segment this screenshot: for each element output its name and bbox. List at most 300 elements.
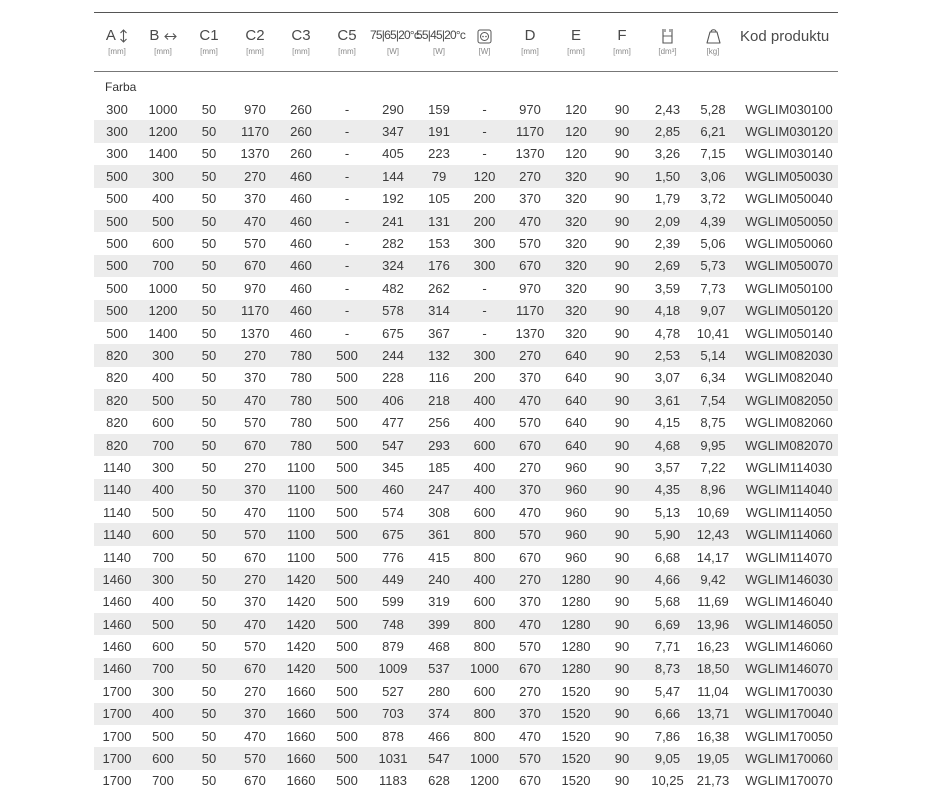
cell-c2: 1170 (232, 300, 278, 322)
header-unit: [W] (433, 47, 445, 56)
cell-b: 300 (152, 683, 174, 699)
cell-weight: 7,54 (690, 389, 736, 411)
cell-b: 400 (152, 370, 174, 386)
cell-b: 700 (140, 255, 186, 277)
header-c5: C5 [mm] (324, 13, 370, 71)
cell-c5: 500 (324, 658, 370, 680)
cell-power-75-65-20: 879 (382, 639, 404, 655)
cell-c1: 50 (201, 773, 217, 789)
cell-e: 320 (553, 255, 599, 277)
header-electric-power (462, 13, 507, 71)
cell-a: 1460 (102, 639, 132, 655)
cell-f: 90 (599, 523, 645, 545)
cell-electric-power: 300 (462, 255, 507, 277)
cell-c1: 50 (186, 479, 232, 501)
cell-c2: 370 (232, 479, 278, 501)
header-c1: C1 [mm] (186, 13, 232, 71)
cell-c2: 370 (244, 594, 266, 610)
header-unit: [W] (478, 47, 491, 56)
cell-f: 90 (614, 101, 630, 117)
table-row (94, 98, 838, 120)
cell-f: 90 (599, 703, 645, 725)
group-row (94, 75, 838, 98)
cell-product-code: WGLIM114060 (736, 523, 838, 545)
cell-c5: 500 (336, 549, 358, 565)
header-c2: C2 [mm] (232, 13, 278, 71)
cell-c5: - (344, 191, 350, 207)
cell-weight: 8,75 (700, 415, 726, 431)
cell-e: 120 (565, 146, 587, 162)
cell-a: 1140 (103, 549, 131, 565)
cell-c3: 1420 (286, 639, 316, 655)
cell-a: 500 (106, 280, 128, 296)
cell-product-code: WGLIM146040 (745, 594, 833, 610)
cell-c3: 780 (278, 434, 324, 456)
cell-power-75-65-20: 574 (382, 504, 404, 520)
header-b: B [mm] (140, 13, 186, 71)
cell-a: 300 (94, 120, 140, 142)
cell-e: 120 (565, 101, 587, 117)
cell-d: 370 (519, 191, 541, 207)
cell-capacity: 2,85 (645, 120, 690, 142)
cell-e: 1520 (553, 703, 599, 725)
cell-d: 1370 (515, 146, 545, 162)
cell-a: 300 (106, 146, 128, 162)
header-a: A [mm] (94, 13, 140, 71)
cell-a: 500 (106, 236, 128, 252)
cell-c5: - (344, 280, 350, 296)
cell-c3: 460 (290, 325, 312, 341)
cell-e: 320 (565, 236, 587, 252)
cell-product-code: WGLIM050040 (745, 191, 833, 207)
cell-d: 270 (507, 165, 553, 187)
cell-a: 1700 (94, 747, 140, 769)
cell-capacity: 4,78 (654, 325, 681, 341)
cell-power-55-45-20: 105 (428, 191, 450, 207)
cell-f: 90 (614, 146, 630, 162)
cell-product-code: WGLIM170050 (745, 728, 833, 744)
cell-b: 500 (140, 389, 186, 411)
cell-e: 1520 (561, 728, 591, 744)
cell-e: 320 (565, 280, 587, 296)
cell-electric-power: - (482, 101, 487, 117)
cell-d: 270 (519, 459, 541, 475)
cell-capacity: 5,68 (654, 594, 681, 610)
cell-b: 300 (140, 344, 186, 366)
cell-a: 1460 (94, 658, 140, 680)
cell-c5: 500 (324, 389, 370, 411)
cell-c2: 270 (232, 344, 278, 366)
cell-c5: 500 (336, 504, 358, 520)
table-row (94, 680, 838, 702)
cell-c1: 50 (201, 459, 217, 475)
header-capacity (645, 13, 690, 71)
cell-electric-power: 600 (473, 504, 496, 520)
cell-power-75-65-20: 776 (382, 549, 404, 565)
cell-f: 90 (599, 568, 645, 590)
cell-c5: 500 (324, 434, 370, 456)
cell-weight: 7,22 (700, 459, 726, 475)
cell-power-55-45-20: 468 (428, 639, 450, 655)
cell-product-code: WGLIM114070 (745, 549, 833, 565)
cell-d: 370 (507, 479, 553, 501)
cell-e: 640 (553, 389, 599, 411)
cell-product-code: WGLIM146060 (745, 639, 833, 655)
cell-power-55-45-20: 399 (416, 613, 462, 635)
cell-c3: 1660 (286, 728, 316, 744)
cell-electric-power: 120 (462, 165, 507, 187)
cell-product-code: WGLIM050050 (736, 210, 838, 232)
cell-c5: - (344, 325, 350, 341)
cell-f: 90 (614, 594, 630, 610)
cell-c5: - (324, 255, 370, 277)
cell-b: 600 (140, 523, 186, 545)
header-weight (690, 13, 736, 71)
cell-b: 1200 (140, 120, 186, 142)
cell-electric-power: 600 (473, 594, 496, 610)
header-unit: [mm] (567, 47, 585, 56)
cell-capacity: 2,53 (645, 344, 690, 366)
cell-power-75-65-20: 748 (370, 613, 416, 635)
cell-power-75-65-20: 460 (370, 479, 416, 501)
cell-a: 820 (94, 434, 140, 456)
header-power-55-45-20: 55|45|20°c [W] (416, 28, 466, 56)
cell-d: 670 (507, 434, 553, 456)
cell-b: 600 (152, 415, 174, 431)
cell-weight: 6,21 (690, 120, 736, 142)
cell-electric-power: 300 (473, 236, 496, 252)
header-e: E [mm] (553, 13, 599, 71)
cell-c1: 50 (201, 683, 217, 699)
electric-socket-icon (477, 29, 492, 44)
cell-power-75-65-20: 599 (382, 594, 404, 610)
cell-f: 90 (599, 165, 645, 187)
cell-c2: 470 (244, 728, 266, 744)
cell-c2: 1370 (240, 325, 270, 341)
cell-weight: 18,50 (690, 658, 736, 680)
cell-d: 570 (519, 639, 541, 655)
cell-capacity: 6,66 (645, 703, 690, 725)
cell-c1: 50 (201, 325, 217, 341)
cell-c2: 570 (244, 236, 266, 252)
cell-a: 1140 (103, 459, 131, 475)
cell-c2: 570 (232, 747, 278, 769)
cell-c2: 670 (232, 255, 278, 277)
cell-a: 500 (94, 255, 140, 277)
header-unit: [kg] (706, 47, 720, 57)
cell-b: 600 (140, 747, 186, 769)
cell-f: 90 (614, 728, 630, 744)
spec-table (94, 13, 838, 792)
cell-power-75-65-20: 324 (370, 255, 416, 277)
cell-f: 90 (599, 300, 645, 322)
cell-b: 400 (140, 703, 186, 725)
cell-product-code: WGLIM114050 (745, 504, 833, 520)
cell-b: 500 (140, 210, 186, 232)
cell-power-55-45-20: 466 (428, 728, 450, 744)
cell-electric-power: 300 (462, 344, 507, 366)
cell-product-code: WGLIM170070 (745, 773, 833, 789)
cell-d: 470 (519, 728, 541, 744)
table-row (94, 635, 838, 657)
cell-e: 1280 (561, 594, 591, 610)
cell-b: 400 (140, 479, 186, 501)
cell-e: 320 (565, 325, 587, 341)
table-row (94, 188, 838, 210)
cell-capacity: 2,43 (654, 101, 681, 117)
cell-product-code: WGLIM082060 (745, 415, 833, 431)
cell-weight: 5,14 (690, 344, 736, 366)
cell-electric-power: - (482, 146, 487, 162)
cell-power-55-45-20: 415 (428, 549, 450, 565)
cell-capacity: 10,25 (651, 773, 684, 789)
cell-power-75-65-20: 144 (370, 165, 416, 187)
table-row (94, 501, 838, 523)
cell-c3: 460 (290, 191, 312, 207)
header-unit: [W] (387, 47, 399, 56)
cell-c1: 50 (186, 165, 232, 187)
cell-weight: 21,73 (696, 773, 730, 789)
header-unit: [mm] (154, 47, 172, 56)
cell-electric-power: 600 (462, 434, 507, 456)
table-row (94, 210, 838, 232)
cell-d: 670 (507, 658, 553, 680)
cell-electric-power: - (482, 325, 487, 341)
table-row (94, 770, 838, 792)
cell-e: 640 (565, 370, 587, 386)
cell-electric-power: - (462, 120, 507, 142)
cell-weight: 14,17 (696, 549, 730, 565)
cell-c1: 50 (186, 523, 232, 545)
cell-b: 500 (152, 504, 174, 520)
cell-c5: - (324, 165, 370, 187)
cell-electric-power: 1200 (470, 773, 499, 789)
cell-electric-power: - (482, 280, 487, 296)
cell-power-55-45-20: 319 (428, 594, 450, 610)
cell-power-55-45-20: 367 (428, 325, 450, 341)
cell-e: 1520 (553, 747, 599, 769)
cell-f: 90 (614, 415, 630, 431)
cell-b: 700 (152, 773, 174, 789)
cell-c1: 50 (201, 594, 217, 610)
cell-power-75-65-20: 241 (370, 210, 416, 232)
cell-b: 1000 (148, 280, 178, 296)
cell-b: 700 (152, 549, 174, 565)
cell-d: 970 (519, 280, 541, 296)
cell-capacity: 3,07 (654, 370, 681, 386)
cell-c5: 500 (336, 594, 358, 610)
cell-weight: 5,73 (690, 255, 736, 277)
table-row (94, 389, 838, 411)
cell-a: 820 (106, 370, 128, 386)
cell-f: 90 (599, 389, 645, 411)
cell-capacity: 2,39 (654, 236, 681, 252)
cell-c5: 500 (336, 728, 358, 744)
cell-capacity: 7,71 (654, 639, 681, 655)
header-row (94, 13, 838, 71)
header-unit: [mm] (521, 47, 539, 56)
cell-b: 500 (140, 613, 186, 635)
cell-weight: 11,69 (697, 594, 729, 610)
cell-power-75-65-20: 675 (382, 325, 404, 341)
cell-c1: 50 (201, 101, 217, 117)
cell-weight: 5,28 (700, 101, 726, 117)
cell-f: 90 (599, 255, 645, 277)
table-row (94, 367, 838, 389)
cell-capacity: 3,61 (645, 389, 690, 411)
cell-electric-power: 200 (462, 210, 507, 232)
cell-power-55-45-20: 280 (428, 683, 450, 699)
cell-c1: 50 (201, 549, 217, 565)
cell-power-75-65-20: 675 (370, 523, 416, 545)
cell-b: 300 (140, 568, 186, 590)
cell-b: 300 (152, 459, 174, 475)
cell-c1: 50 (186, 210, 232, 232)
table-row (94, 411, 838, 433)
cell-capacity: 1,79 (654, 191, 681, 207)
cell-electric-power: 800 (462, 523, 507, 545)
table-row (94, 434, 838, 456)
cell-c1: 50 (201, 639, 217, 655)
cell-capacity: 8,73 (645, 658, 690, 680)
cell-b: 700 (140, 434, 186, 456)
cell-d: 1170 (507, 120, 553, 142)
cell-c2: 270 (244, 683, 266, 699)
cell-a: 500 (94, 210, 140, 232)
cell-d: 370 (519, 370, 541, 386)
cell-d: 670 (519, 549, 541, 565)
cell-a: 1700 (102, 773, 132, 789)
cell-b: 1000 (148, 101, 178, 117)
cell-weight: 7,73 (700, 280, 726, 296)
cell-c5: 500 (324, 344, 370, 366)
cell-power-75-65-20: 192 (382, 191, 404, 207)
cell-c1: 50 (201, 236, 217, 252)
cell-power-75-65-20: 228 (382, 370, 404, 386)
cell-electric-power: - (462, 300, 507, 322)
cell-c5: 500 (324, 479, 370, 501)
cell-b: 400 (152, 191, 174, 207)
cell-electric-power: 1000 (462, 658, 507, 680)
cell-d: 670 (507, 255, 553, 277)
cell-a: 1140 (103, 504, 131, 520)
cell-c3: 1100 (278, 523, 324, 545)
cell-c1: 50 (186, 434, 232, 456)
cell-power-75-65-20: 547 (370, 434, 416, 456)
cell-weight: 12,43 (690, 523, 736, 545)
cell-c5: 500 (324, 523, 370, 545)
cell-capacity: 4,68 (645, 434, 690, 456)
cell-f: 90 (599, 747, 645, 769)
header-unit: [mm] (200, 47, 218, 56)
cell-electric-power: 400 (462, 568, 507, 590)
cell-product-code: WGLIM114030 (745, 459, 833, 475)
cell-c5: 500 (324, 568, 370, 590)
cell-power-55-45-20: 547 (416, 747, 462, 769)
cell-d: 570 (507, 523, 553, 545)
cell-c1: 50 (201, 415, 217, 431)
cell-d: 670 (519, 773, 541, 789)
table-row (94, 703, 838, 725)
cell-electric-power: 800 (473, 549, 496, 565)
cell-capacity: 4,66 (645, 568, 690, 590)
cell-capacity: 1,50 (645, 165, 690, 187)
table-row (94, 120, 838, 142)
cell-b: 1400 (148, 146, 178, 162)
cell-f: 90 (614, 683, 630, 699)
cell-c5: 500 (324, 747, 370, 769)
cell-product-code: WGLIM146050 (736, 613, 838, 635)
cell-c3: 1100 (287, 504, 315, 520)
cell-c5: - (344, 101, 350, 117)
cell-power-55-45-20: 185 (428, 459, 450, 475)
cell-electric-power: 400 (473, 459, 496, 475)
cell-c3: 260 (278, 120, 324, 142)
cell-electric-power: 400 (473, 415, 496, 431)
cell-power-55-45-20: 153 (428, 236, 450, 252)
cell-e: 320 (553, 210, 599, 232)
cell-product-code: WGLIM030140 (745, 146, 833, 162)
cell-c2: 470 (244, 504, 266, 520)
cell-a: 1700 (102, 683, 132, 699)
cell-a: 500 (106, 191, 128, 207)
cell-power-75-65-20: 345 (382, 459, 404, 475)
cell-c3: 780 (278, 389, 324, 411)
cell-product-code: WGLIM050060 (745, 236, 833, 252)
cell-c2: 670 (244, 549, 266, 565)
cell-c3: 460 (278, 165, 324, 187)
cell-product-code: WGLIM146070 (736, 658, 838, 680)
spec-table-wrapper (94, 12, 838, 792)
cell-f: 90 (614, 325, 630, 341)
cell-c1: 50 (186, 613, 232, 635)
cell-b: 600 (152, 639, 174, 655)
cell-c3: 1100 (287, 459, 315, 475)
cell-c5: 500 (324, 613, 370, 635)
cell-c5: 500 (336, 459, 358, 475)
cell-e: 960 (565, 459, 587, 475)
cell-a: 500 (94, 165, 140, 187)
cell-weight: 9,42 (690, 568, 736, 590)
cell-power-55-45-20: 240 (416, 568, 462, 590)
cell-c5: 500 (336, 773, 358, 789)
cell-power-75-65-20: 1183 (379, 773, 407, 789)
cell-product-code: WGLIM082050 (736, 389, 838, 411)
cell-c3: 1420 (278, 613, 324, 635)
cell-power-55-45-20: 308 (428, 504, 450, 520)
cell-f: 90 (614, 549, 630, 565)
cell-electric-power: 1000 (462, 747, 507, 769)
cell-e: 960 (553, 523, 599, 545)
cell-electric-power: 800 (473, 728, 496, 744)
cell-c3: 1660 (286, 683, 316, 699)
cell-power-55-45-20: 374 (416, 703, 462, 725)
table-row (94, 232, 838, 254)
cell-c2: 270 (232, 568, 278, 590)
cell-product-code: WGLIM170040 (736, 703, 838, 725)
cell-b: 300 (140, 165, 186, 187)
cell-c1: 50 (201, 370, 217, 386)
cell-electric-power: 800 (473, 639, 496, 655)
header-unit: [mm] (292, 47, 310, 56)
cell-product-code: WGLIM050120 (736, 300, 838, 322)
cell-e: 1280 (561, 639, 591, 655)
cell-d: 470 (519, 504, 541, 520)
cell-d: 570 (507, 747, 553, 769)
cell-c2: 970 (244, 280, 266, 296)
header-unit: [mm] (338, 47, 356, 56)
cell-weight: 3,06 (690, 165, 736, 187)
